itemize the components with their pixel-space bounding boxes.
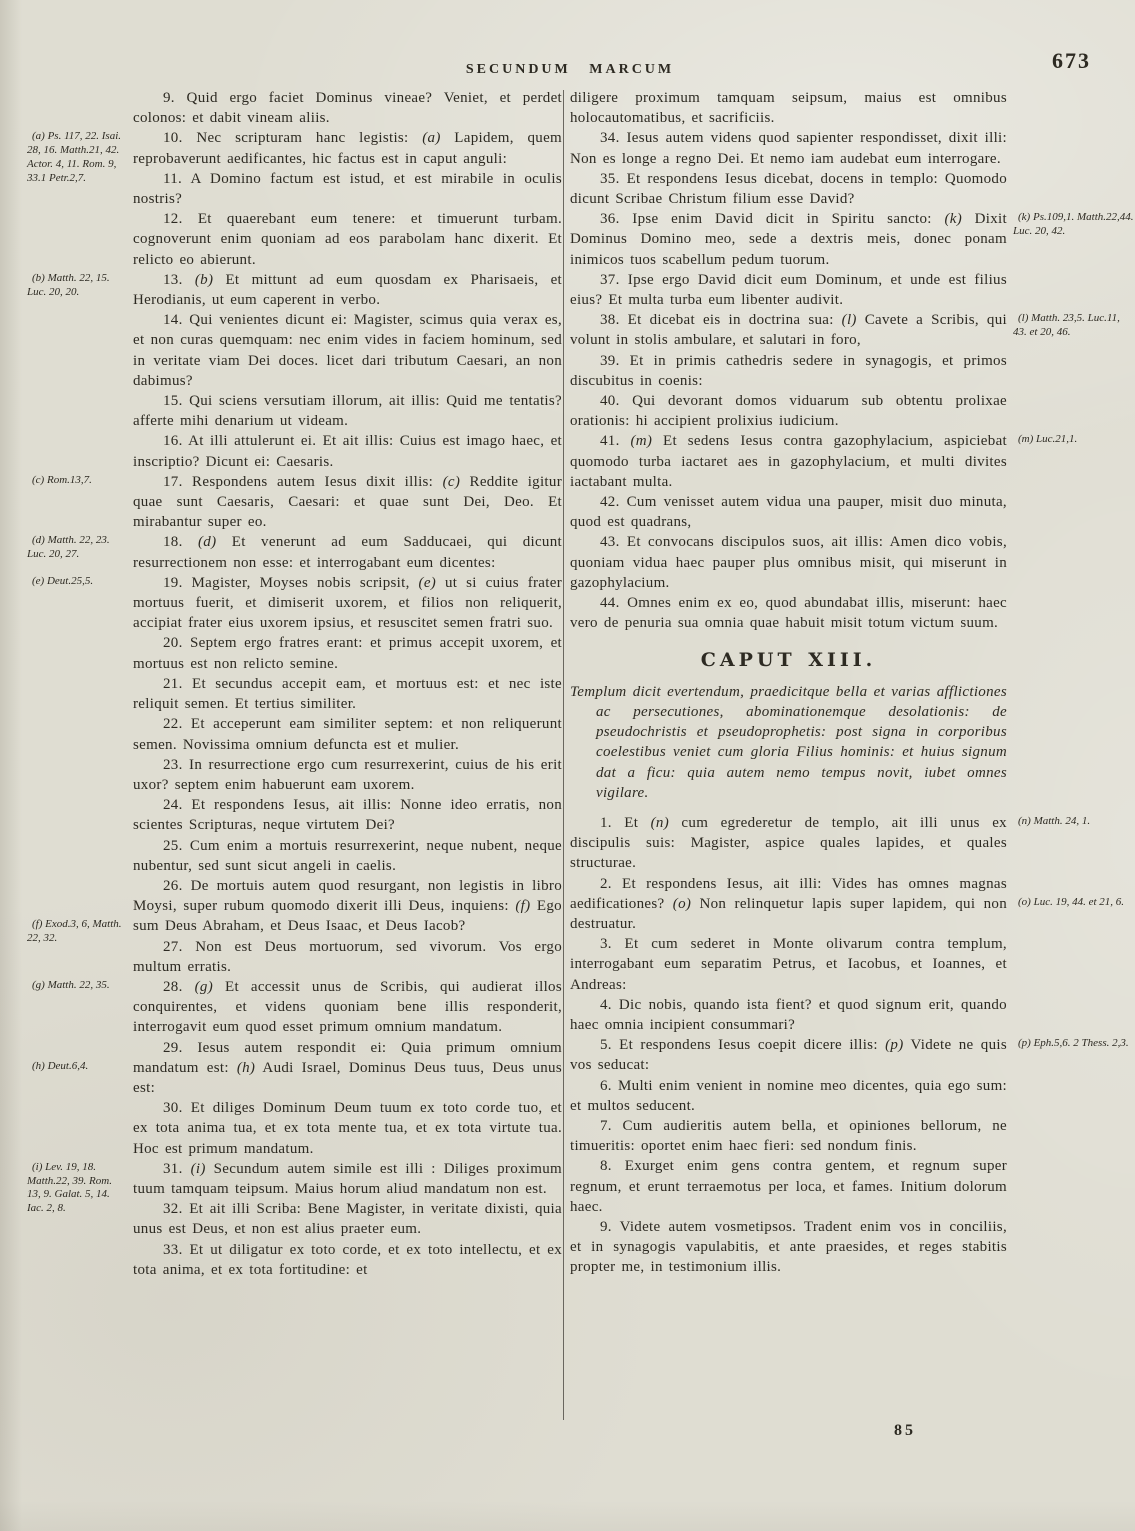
left-text-column (27, 88, 563, 1280)
verse-paragraph: 22. Et acceperunt eam similiter septem: et non reliquerunt semen. Novissima omnium defuncta est et mulier. (133, 716, 562, 753)
verse-paragraph: 29. Iesus autem respondit ei: Quia primum omnium mandatum est: (h) Audi Israel, Dominus Deus tuus, Deus unus est: (h) Deut.6,4. (133, 1038, 562, 1099)
margin-note: (p) Eph.5,6. 2 Thess. 2,3. (1018, 1037, 1129, 1050)
right-text-column (570, 88, 1134, 1278)
margin-note: (a) Ps. 117, 22. Isai. 28, 16. Matth.21, 42. Actor. 4, 11. Rom. 9, 33.1 Petr.2,7. (27, 130, 122, 184)
verse-paragraph: diligere proximum tamquam seipsum, maius est omnibus holocautomatibus, et sacrificiis. (570, 90, 1007, 127)
verse-paragraph: 14. Qui venientes dicunt ei: Magister, scimus quia verax es, et non curas quemquam: nec enim vides in faciem hominum, sed in veritate viam Dei doces. licet dari tributum Caesari, an non dabimus? (133, 312, 562, 389)
column-divider (563, 90, 564, 1420)
verse-paragraph: 4. Dic nobis, quando ista fient? et quod signum erit, quando haec omnia incipient consummari? (570, 996, 1007, 1033)
verse-paragraph: 13. (b) Et mittunt ad eum quosdam ex Pharisaeis, et Herodianis, ut eum caperent in verbo. (b) Matth. 22, 15. Luc. 20, 20. (27, 271, 562, 309)
verse-paragraph: 20. Septem ergo fratres erant: et primus accepit uxorem, et mortuus est non relicto semine. (133, 635, 562, 672)
page-number: 673 (1052, 48, 1091, 73)
verse-paragraph: 37. Ipse ergo David dicit eum Dominum, et unde est filius eius? Et multa turba eum libenter audivit. (570, 271, 1007, 309)
verse-paragraph: 31. (i) Secundum autem simile est illi : Diliges proximum tuum tamquam teipsum. Maius horum aliud mandatum non est. (i) Lev. 19, 18. Matth.22, 39. Rom. 13, 9. Galat. 5, 14. Iac. 2, 8. (27, 1160, 563, 1215)
verse-paragraph: 28. (g) Et accessit unus de Scribis, qui audierat illos conquirentes, et videns quoniam bene illis responderit, interrogavit eum quod esset primum omnium mandatum. (g) Matth. 22, 35. (133, 977, 562, 1038)
verse-paragraph: 39. Et in primis cathedris sedere in synagogis, et primos discubitus in coenis: (570, 352, 1007, 389)
verse-paragraph: 26. De mortuis autem quod resurgant, non legistis in libro Moysi, super rubum quomodo dixerit illi Deus, inquiens: (f) Ego sum Deus Abraham, et Deus Isaac, et Deus Iacob? (f) Exod.3, 6, Matth. 22, 32. (27, 877, 562, 945)
chapter13-verses (570, 813, 1129, 1278)
running-head-title: SECUNDUM MARCUM (465, 62, 675, 77)
verse-paragraph: 8. Exurget enim gens contra gentem, et regnum super regnum, et erunt terraemotus per loca, et fames. Initium dolorum haec. (570, 1158, 1007, 1215)
margin-note: (e) Deut.25,5. (32, 574, 94, 587)
margin-note: (o) Luc. 19, 44. et 21, 6. (1018, 895, 1125, 908)
margin-note: (b) Matth. 22, 15. Luc. 20, 20. (27, 271, 110, 298)
verse-paragraph: 24. Et respondens Iesus, ait illis: Nonne ideo erratis, non scientes Scripturas, neque virtutem Dei? (133, 797, 562, 834)
verse-paragraph: 33. Et ut diligatur ex toto corde, et ex toto intellectu, et ex tota anima, et ex tota fortitudine: et (133, 1241, 562, 1278)
chapter-heading: CAPUT XIII. (700, 649, 877, 672)
margin-note: (i) Lev. 19, 18. Matth.22, 39. Rom. 13, 9. Galat. 5, 14. Iac. 2, 8. (27, 1160, 112, 1215)
verse-paragraph: 21. Et secundus accepit eam, et mortuus est: et nec iste reliquit semen. Et tertius similiter. (133, 675, 562, 713)
verse-paragraph: 2. Et respondens Iesus, ait illi: Vides has omnes magnas aedificationes? (o) Non relinquetur lapis super lapidem, qui non destruatur. (o) Luc. 19, 44. et 21, 6. (570, 874, 1007, 935)
verse-paragraph: 44. Omnes enim ex eo, quod abundabat illis, miserunt: haec vero de penuria sua omnia quae habuit misit totum victum suum. (570, 595, 1007, 632)
margin-note: (g) Matth. 22, 35. (32, 978, 110, 991)
verse-paragraph: 34. Iesus autem videns quod sapienter respondisset, dixit illi: Non es longe a regno Dei. Et nemo iam audebat eum interrogare. (570, 130, 1007, 167)
verse-paragraph: 18. (d) Et venerunt ad eum Sadducaei, qui dicunt resurrectionem non esse: et interrogabant eum dicentes: (d) Matth. 22, 23. Luc. 20, 27. (27, 534, 562, 571)
verse-paragraph: 42. Cum venisset autem vidua una pauper, misit duo minuta, quod est quadrans, (570, 494, 1007, 531)
verse-paragraph: 23. In resurrectione ergo cum resurrexerint, cuius de his erit uxor? septem enim habuerunt eam uxorem. (133, 756, 562, 793)
verse-paragraph: 27. Non est Deus mortuorum, sed vivorum. Vos ergo multum erratis. (133, 938, 562, 975)
verse-paragraph: 41. (m) Et sedens Iesus contra gazophylacium, aspiciebat quomodo turba iactaret aes in gazophylacium, et multi divites iactabant multa. (m) Luc.21,1. (570, 431, 1007, 492)
margin-note: (f) Exod.3, 6, Matth. 22, 32. (27, 918, 122, 945)
verse-paragraph: 17. Respondens autem Iesus dixit illis: (c) Reddite igitur quae sunt Caesaris, Caesari: et quae sunt Dei, Deo. Et mirabantur super eo. (c) Rom.13,7. (133, 472, 562, 533)
chapter12-continuation (570, 88, 1134, 633)
verse-paragraph: 15. Qui sciens versutiam illorum, ait illis: Quid me tentatis? afferte mihi denarium ut videam. (133, 393, 562, 430)
verse-paragraph: 32. Et ait illi Scriba: Bene Magister, in veritate dixisti, quia unus est Deus, et non est alius praeter eum. (133, 1201, 562, 1238)
verse-paragraph: 11. A Domino factum est istud, et est mirabile in oculis nostris? (133, 170, 562, 208)
margin-note: (d) Matth. 22, 23. Luc. 20, 27. (27, 534, 110, 561)
verse-paragraph: 3. Et cum sederet in Monte olivarum contra templum, interrogabant eum separatim Petrus, et Iacobus, et Ioannes, et Andreas: (570, 936, 1007, 993)
verse-paragraph: 40. Qui devorant domos viduarum sub obtentu prolixae orationis: hi accipient prolixius iudicium. (570, 393, 1007, 430)
verse-paragraph: 36. Ipse enim David dicit in Spiritu sancto: (k) Dixit Dominus Domino meo, sede a dextris meis, donec ponam inimicos tuos scabellum pedum tuorum. (k) Ps.109,1. Matth.22,44. Luc. 20, 42. (570, 211, 1134, 268)
verse-paragraph: 7. Cum audieritis autem bella, et opiniones bellorum, ne timueritis: oportet enim haec fieri: sed nondum finis. (570, 1117, 1007, 1155)
verse-paragraph: 35. Et respondens Iesus dicebat, docens in templo: Quomodo dicunt Scribae Christum filium esse David? (570, 170, 1007, 208)
margin-note: (h) Deut.6,4. (32, 1059, 89, 1072)
margin-note: (c) Rom.13,7. (32, 473, 92, 486)
margin-note: (n) Matth. 24, 1. (1018, 814, 1091, 827)
verse-paragraph: 12. Et quaerebant eum tenere: et timuerunt turbam. cognoverunt enim quoniam ad eos parabolam hanc dixerit. Et relicto eo abierunt. (133, 211, 562, 268)
verse-paragraph: 43. Et convocans discipulos suos, ait illis: Amen dico vobis, quoniam vidua haec pauper plus omnibus misit, qui miserunt in gazophylacium. (570, 534, 1007, 591)
verse-paragraph: 6. Multi enim venient in nomine meo dicentes, quia ego sum: et multos seducent. (570, 1077, 1007, 1114)
verse-paragraph: 16. At illi attulerunt ei. Et ait illis: Cuius est imago haec, et inscriptio? Dicunt ei: Caesaris. (133, 433, 562, 470)
margin-note: (l) Matth. 23,5. Luc.11, 43. et 20, 46. (1013, 312, 1120, 339)
margin-note: (k) Ps.109,1. Matth.22,44. Luc. 20, 42. (1013, 211, 1134, 238)
margin-note: (m) Luc.21,1. (1018, 433, 1078, 446)
verse-paragraph: 38. Et dicebat eis in doctrina sua: (l) Cavete a Scribis, qui volunt in stolis ambulare, et salutari in foro, (l) Matth. 23,5. Luc.11, 43. et 20, 46. (570, 310, 1007, 350)
verse-paragraph: 25. Cum enim a mortuis resurrexerint, neque nubent, neque nubentur, sed sunt sicut angeli in caelis. (133, 837, 562, 874)
signature-number: 85 (894, 1422, 916, 1439)
chapter-argument: Templum dicit evertendum, praedicitque bella et varias afflictiones ac persecutiones, abominationemque desolationis: de pseudochristis et pseudoprophetis: post signa in corporibus coelestibus veniet cum gloria Filius hominis: et huius signum dat a ficu: quia autem nemo tempus novit, iubet omnes vigilare. (570, 683, 1007, 801)
verse-paragraph: 9. Quid ergo faciet Dominus vineae? Veniet, et perdet colonos: et dabit vineam aliis. (133, 90, 562, 127)
verse-paragraph: 10. Nec scripturam hanc legistis: (a) Lapidem, quem reprobaverunt aedificantes, hic factus est in caput anguli: (a) Ps. 117, 22. Isai. 28, 16. Matth.21, 42. Actor. 4, 11. Rom. 9, 33.1 Petr.2,7. (27, 130, 562, 184)
verse-paragraph: 19. Magister, Moyses nobis scripsit, (e) ut si cuius frater mortuus fuerit, et dimiserit uxorem, et filios non reliquerit, accipiat frater eius uxorem ipsius, et resuscitet semen fratri suo. (e) Deut.25,5. (133, 573, 562, 634)
verse-paragraph: 30. Et diliges Dominum Deum tuum ex toto corde tuo, et ex tota anima tua, et ex tota mente tua, et ex tota virtute tua. Hoc est primum mandatum. (133, 1100, 562, 1157)
verse-paragraph: 5. Et respondens Iesus coepit dicere illis: (p) Videte ne quis vos seducat: (p) Eph.5,6. 2 Thess. 2,3. (570, 1035, 1007, 1075)
verse-paragraph: 9. Videte autem vosmetipsos. Tradent enim vos in conciliis, et in synagogis vapulabitis, et ante praesides, et reges stabitis propter me, in testimonium illis. (570, 1218, 1007, 1276)
verse-paragraph: 1. Et (n) cum egrederetur de templo, ait illi unus ex discipulis suis: Magister, aspice quales lapides, et quales structurae. (n) Matth. 24, 1. (570, 813, 1007, 874)
